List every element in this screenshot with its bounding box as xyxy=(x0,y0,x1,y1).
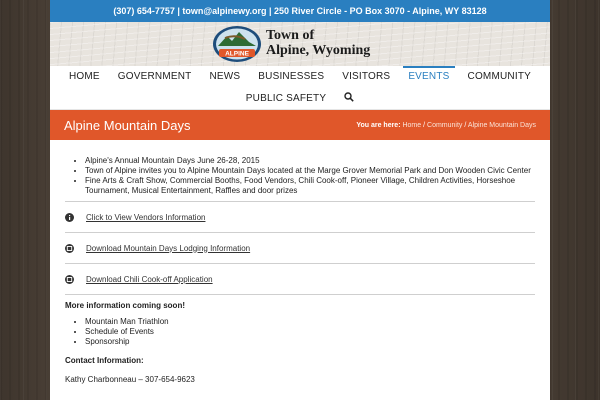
nav-row-2 xyxy=(50,88,550,110)
breadcrumb xyxy=(356,122,536,129)
breadcrumb-separator: / xyxy=(464,121,467,129)
breadcrumb-community[interactable]: Community xyxy=(427,121,463,129)
breadcrumb-current: Alpine Mountain Days xyxy=(467,121,536,129)
download-icon xyxy=(65,244,74,253)
contact-bar: (307) 654-7757 | town@alpinewy.org | 250 River Circle - PO Box 3070 - Alpine, WY 83128 xyxy=(50,0,550,22)
nav-businesses[interactable]: BUSINESSES xyxy=(258,71,325,82)
main-content xyxy=(50,140,550,384)
nav-home[interactable]: HOME xyxy=(68,71,100,82)
list-item: • Sponsorship xyxy=(85,337,535,347)
chili-application-link[interactable]: Download Chili Cook-off Application xyxy=(86,274,213,284)
info-icon xyxy=(65,213,74,222)
chili-link-row xyxy=(65,264,535,295)
breadcrumb-separator: / xyxy=(423,121,426,129)
nav-row-1 xyxy=(50,66,550,88)
contact-heading: Contact Information: xyxy=(65,356,144,365)
lodging-link-row xyxy=(65,233,535,264)
nav-visitors[interactable]: VISITORS xyxy=(342,71,391,82)
logo-badge-text: ALPINE xyxy=(225,50,249,58)
search-icon xyxy=(344,92,354,102)
nav-public-safety[interactable]: PUBLIC SAFETY xyxy=(245,93,327,104)
intro-list xyxy=(65,156,535,196)
breadcrumb-prefix: You are here: xyxy=(356,121,401,129)
logo-line2: Alpine, Wyoming xyxy=(266,43,371,58)
site-header xyxy=(50,22,550,66)
nav-government[interactable]: GOVERNMENT xyxy=(117,71,192,82)
vendors-link-row xyxy=(65,202,535,233)
breadcrumb-home[interactable]: Home xyxy=(402,121,422,129)
nav-news[interactable]: NEWS xyxy=(209,71,241,82)
list-item: • Alpine's Annual Mountain Days June 26-28, 2015 xyxy=(85,156,535,166)
page-container xyxy=(50,0,550,400)
lodging-download-link[interactable]: Download Mountain Days Lodging Information xyxy=(86,243,251,253)
logo-line1: Town of xyxy=(266,28,315,43)
vendors-info-link[interactable]: Click to View Vendors Information xyxy=(86,212,206,222)
list-item: • Schedule of Events xyxy=(85,327,535,337)
nav-community[interactable]: COMMUNITY xyxy=(467,71,531,82)
list-item: • Town of Alpine invites you to Alpine Mountain Days located at the Marge Grover Memorial Park and Don Wooden Civic Center xyxy=(85,166,535,176)
page-title-bar xyxy=(50,110,550,140)
list-item: • Mountain Man Triathlon xyxy=(85,317,535,327)
nav-search-button[interactable] xyxy=(335,88,363,110)
alpine-logo-badge[interactable] xyxy=(211,24,263,64)
main-nav xyxy=(50,66,550,110)
more-info-heading: More information coming soon! xyxy=(65,301,185,310)
more-info-list xyxy=(65,317,535,347)
nav-events[interactable]: EVENTS xyxy=(399,66,458,88)
download-icon xyxy=(65,275,74,284)
contact-line: Kathy Charbonneau – 307-654-9623 xyxy=(65,375,195,384)
page-title: Alpine Mountain Days xyxy=(64,117,191,133)
list-item: • Fine Arts & Craft Show, Commercial Booths, Food Vendors, Chili Cook-off, Pioneer Village, Children Activities, Horseshoe Tournament, Musical Entertainment, Raffles and door prizes xyxy=(85,176,535,196)
site-logo-title[interactable] xyxy=(266,28,370,58)
